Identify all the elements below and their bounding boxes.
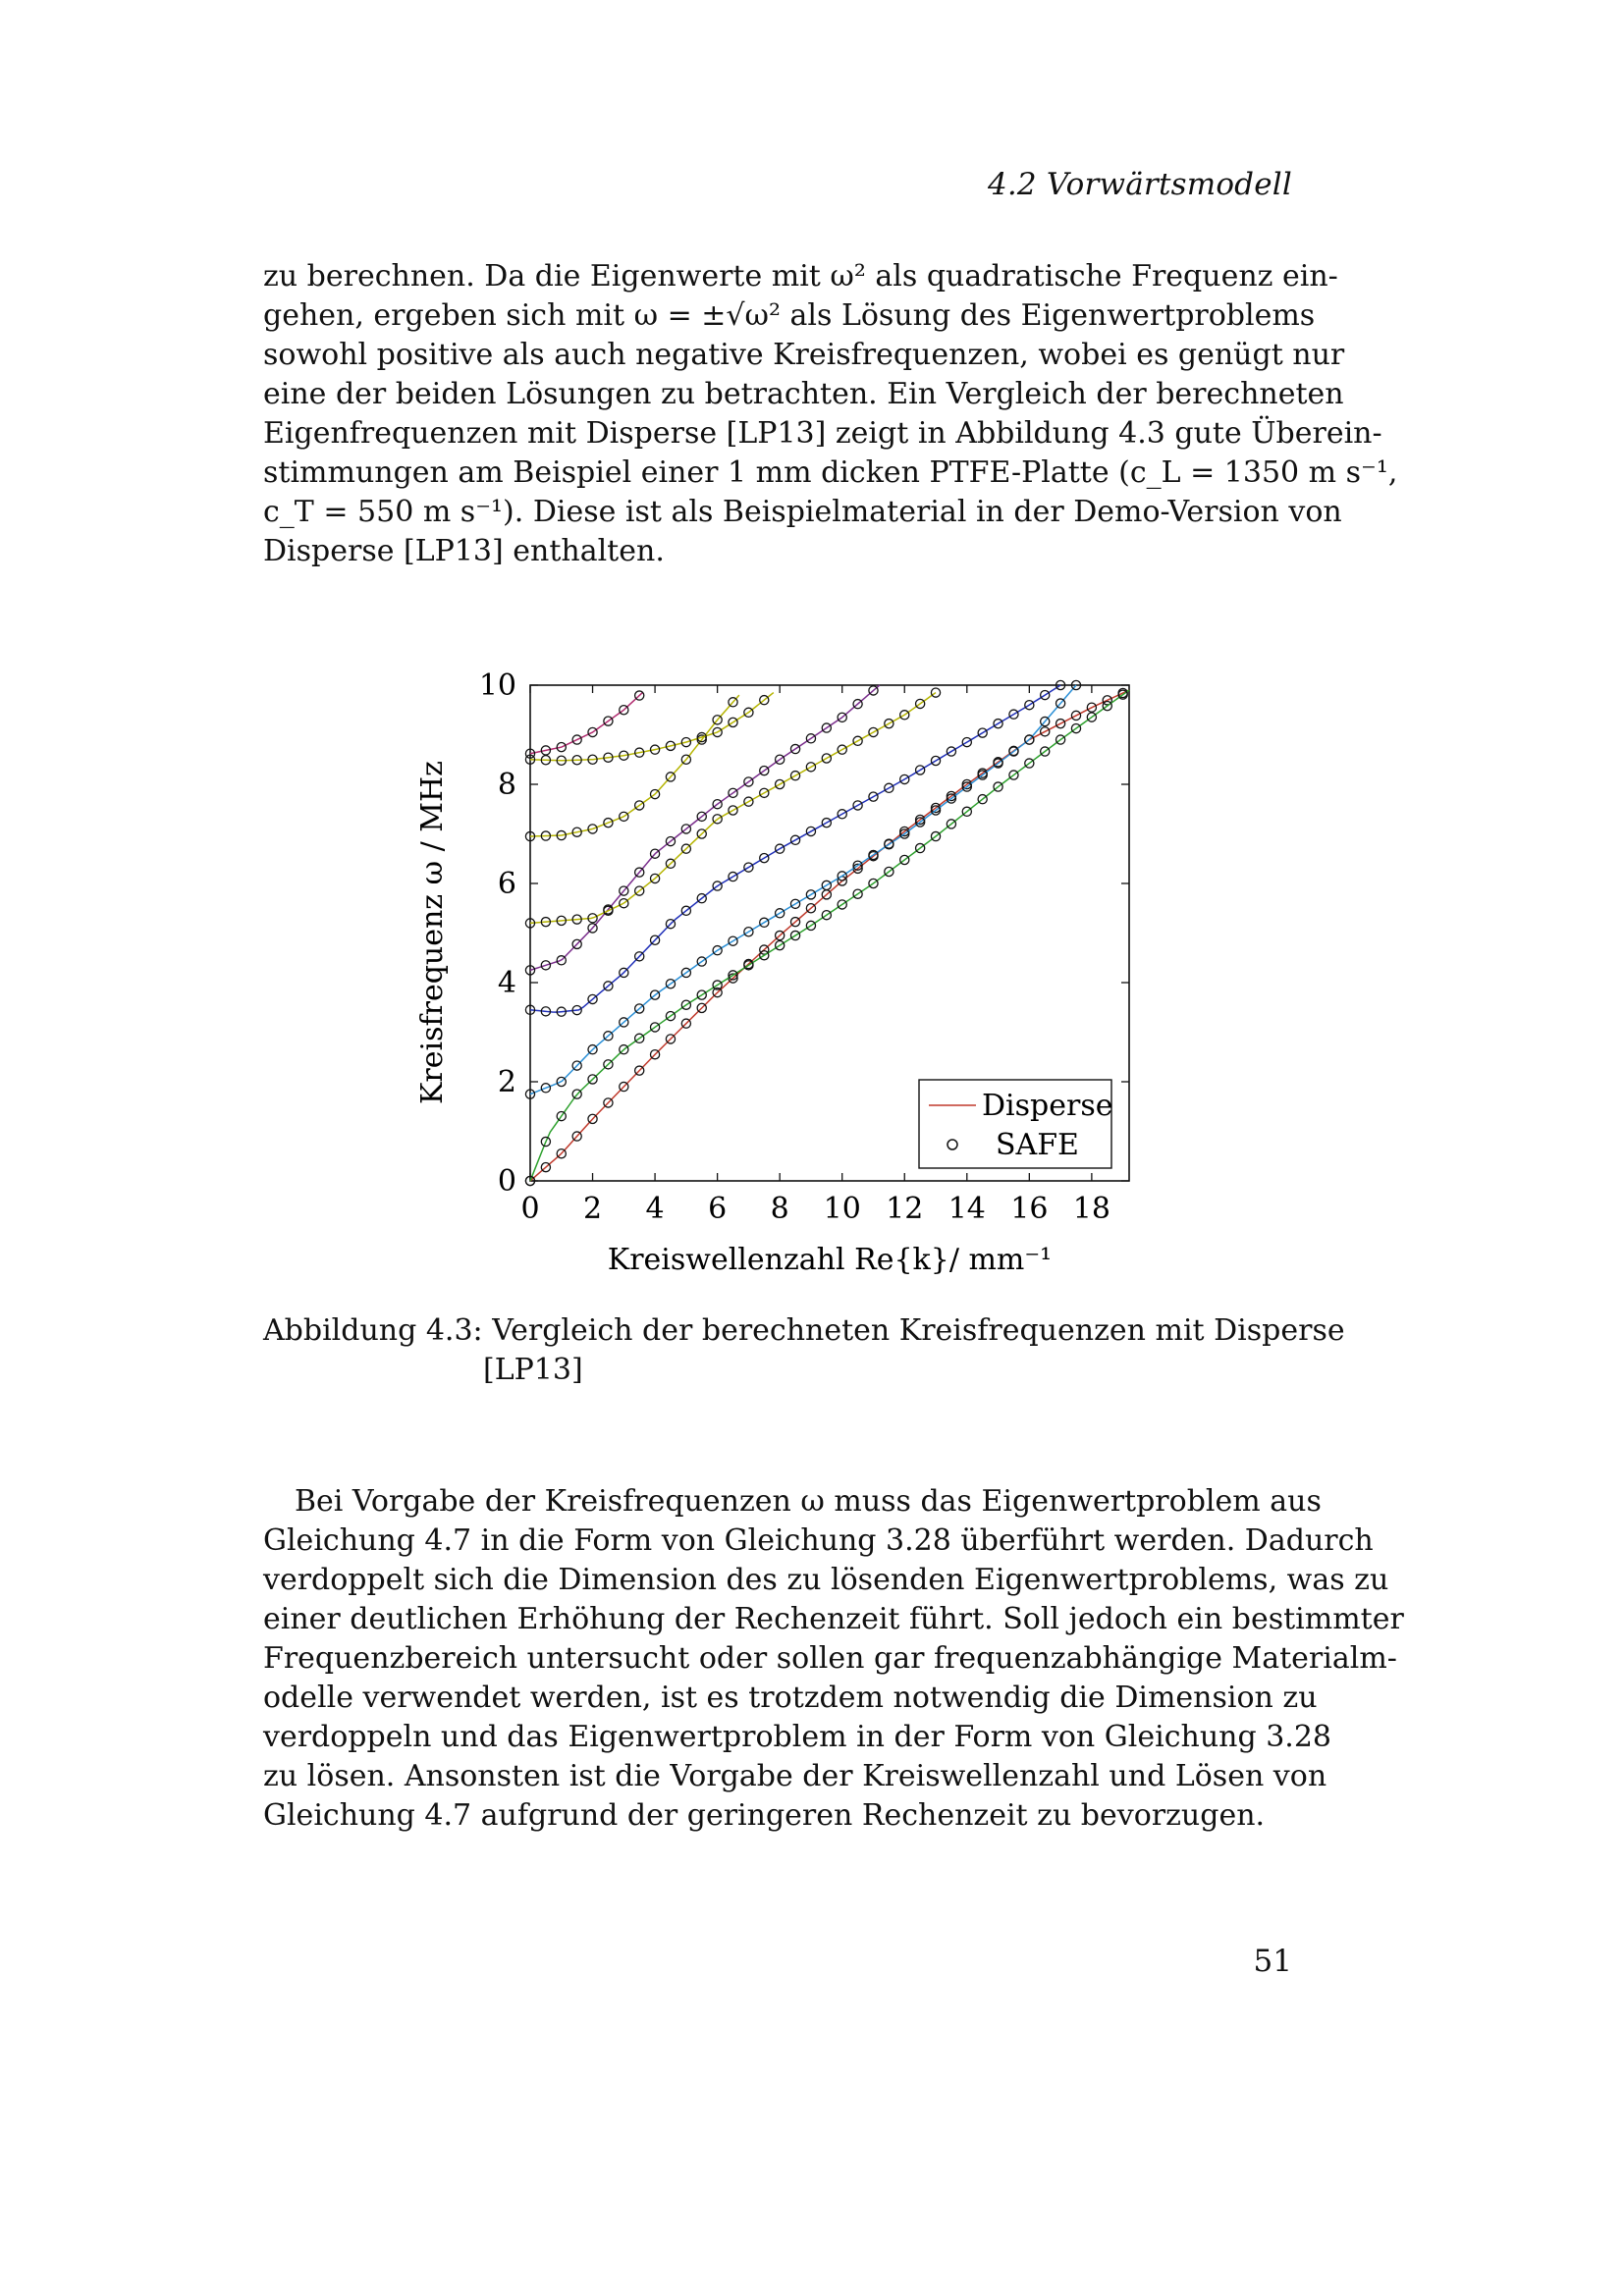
y-tick-label: 2 (497, 1065, 516, 1099)
x-tick-label: 2 (582, 1192, 603, 1226)
paragraph-line: zu berechnen. Da die Eigenwerte mit ω² als quadratische Frequenz ein- (263, 259, 1338, 294)
caption-text: Vergleich der berechneten Kreisfrequenzen mit Disperse (492, 1313, 1345, 1348)
paragraph-line: einer deutlichen Erhöhung der Rechenzeit führt. Soll jedoch ein bestimmter (263, 1602, 1404, 1636)
x-tick-label: 12 (886, 1192, 924, 1226)
y-tick-label: 6 (497, 867, 516, 901)
figure-caption (263, 1311, 1345, 1390)
y-tick-label: 10 (478, 668, 516, 703)
legend (919, 1080, 1113, 1168)
disperse-line (530, 695, 739, 836)
safe-marker (931, 688, 940, 697)
paragraph-line: verdoppelt sich die Dimension des zu lösenden Eigenwertproblems, was zu (263, 1563, 1389, 1597)
caption-label: Abbildung 4.3: (263, 1313, 483, 1348)
series-mode-9 (525, 691, 643, 758)
page-number: 51 (1253, 1944, 1292, 1979)
caption-text-continued: [LP13] (483, 1353, 583, 1387)
series-mode-6 (525, 688, 940, 928)
y-tick-label: 8 (497, 768, 516, 802)
paragraph-line: Eigenfrequenzen mit Disperse [LP13] zeigt in Abbildung 4.3 gute Überein- (263, 416, 1382, 451)
dispersion-chart (393, 648, 1159, 1296)
paragraph-line: c_T = 550 m s⁻¹). Diese ist als Beispielmaterial in der Demo-Version von (263, 495, 1342, 529)
running-header: 4.2 Vorwärtsmodell (987, 167, 1292, 202)
paragraph-line: stimmungen am Beispiel einer 1 mm dicken PTFE-Platte (c_L = 1350 m s⁻¹, (263, 455, 1398, 490)
x-tick-label: 6 (708, 1192, 728, 1226)
paragraph-line: Bei Vorgabe der Kreisfrequenzen ω muss das Eigenwertproblem aus (295, 1484, 1322, 1519)
x-tick-label: 14 (947, 1192, 986, 1226)
x-tick-label: 0 (520, 1192, 540, 1226)
x-tick-label: 10 (823, 1192, 861, 1226)
x-tick-label: 16 (1010, 1192, 1049, 1226)
y-tick-label: 0 (497, 1164, 516, 1199)
y-tick-label: 4 (497, 966, 516, 1000)
series-mode-7 (525, 695, 738, 841)
paragraph-line: eine der beiden Lösungen zu betrachten. Ein Vergleich der berechneten (263, 377, 1344, 411)
paragraph-line: gehen, ergeben sich mit ω = ±√ω² als Lösung des Eigenwertproblems (263, 298, 1316, 333)
legend-disperse-label: Disperse (982, 1089, 1113, 1123)
x-axis-label: Kreiswellenzahl Re{k}/ mm⁻¹ (607, 1243, 1053, 1277)
series-mode-4 (525, 680, 1064, 1016)
paragraph-line: zu lösen. Ansonsten ist die Vorgabe der Kreiswellenzahl und Lösen von (263, 1759, 1327, 1793)
paragraph-line: Disperse [LP13] enthalten. (263, 534, 665, 568)
paragraph-line: Gleichung 4.7 aufgrund der geringeren Rechenzeit zu bevorzugen. (263, 1798, 1266, 1833)
paragraph-line: sowohl positive als auch negative Kreisfrequenzen, wobei es genügt nur (263, 338, 1345, 372)
paragraph-1 (263, 257, 1398, 571)
disperse-line (530, 693, 642, 754)
series-mode-8 (525, 693, 773, 766)
y-axis-label: Kreisfrequenz ω / MHz (415, 761, 450, 1104)
disperse-line (530, 685, 1060, 1012)
legend-safe-label: SAFE (996, 1128, 1079, 1162)
paragraph-line: Gleichung 4.7 in die Form von Gleichung 3.28 überführt werden. Dadurch (263, 1523, 1374, 1558)
x-tick-label: 4 (645, 1192, 665, 1226)
paragraph-2 (263, 1482, 1404, 1836)
paragraph-line: odelle verwendet werden, ist es trotzdem notwendig die Dimension zu (263, 1681, 1318, 1715)
paragraph-line: verdoppeln und das Eigenwertproblem in der Form von Gleichung 3.28 (263, 1720, 1331, 1754)
x-tick-label: 18 (1072, 1192, 1110, 1226)
x-tick-label: 8 (770, 1192, 789, 1226)
paragraph-line: Frequenzbereich untersucht oder sollen gar frequenzabhängige Materialm- (263, 1641, 1397, 1676)
